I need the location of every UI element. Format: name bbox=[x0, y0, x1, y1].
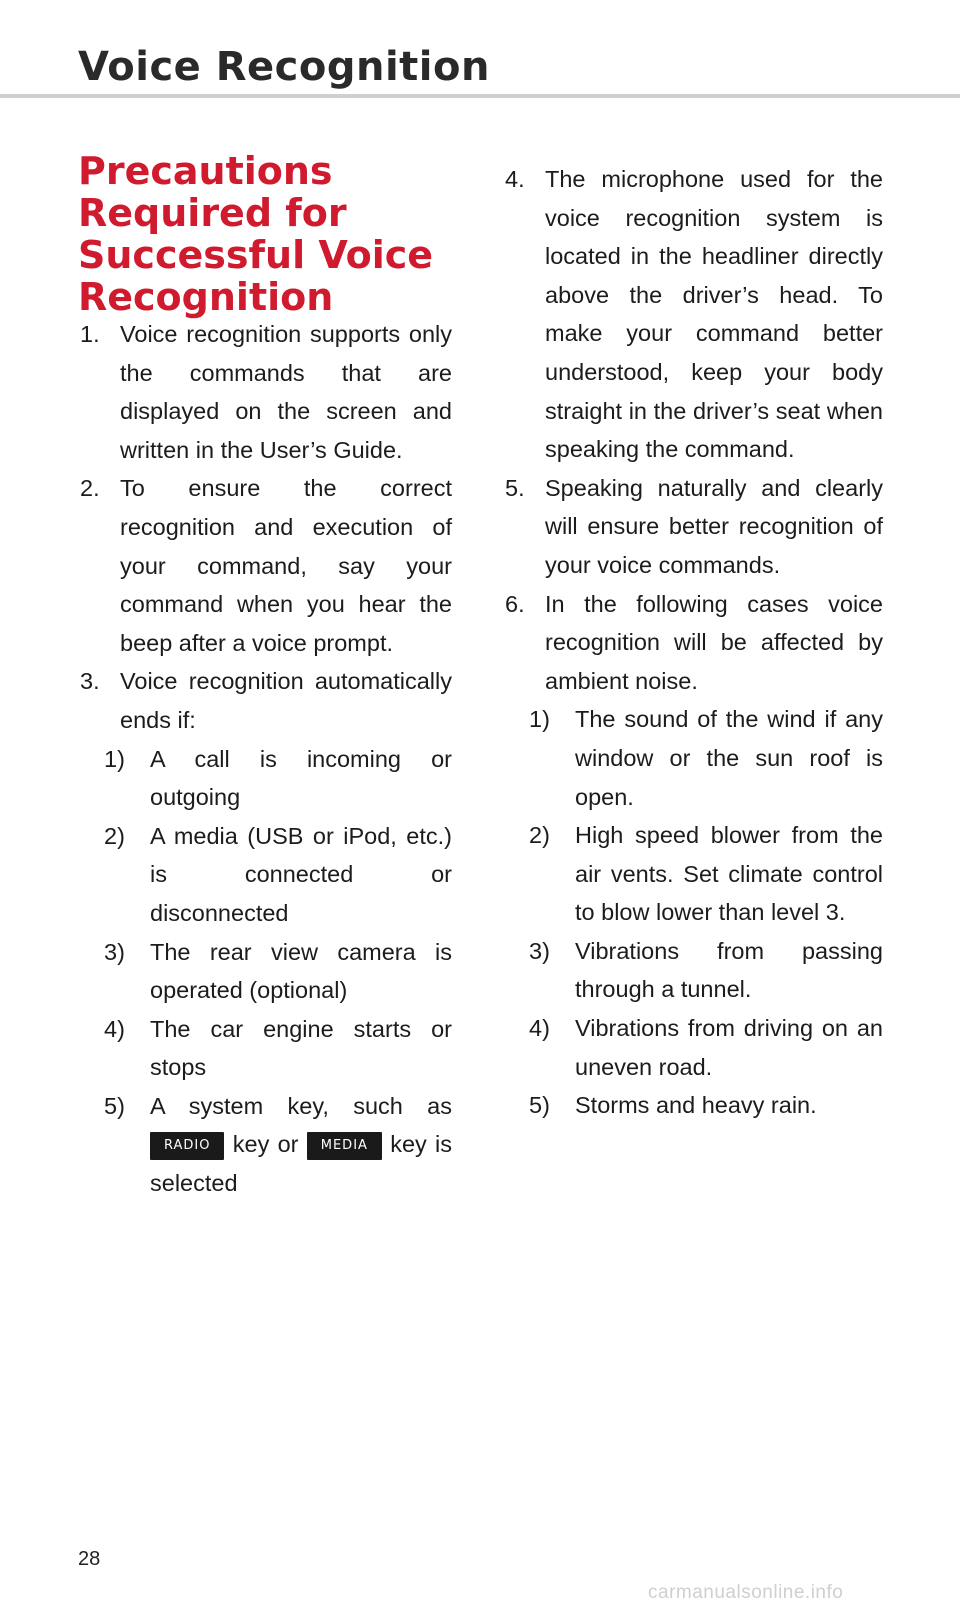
sub-item-6-3 bbox=[505, 932, 883, 1009]
sub-text: A system key, such as bbox=[150, 1092, 452, 1119]
list-number: 4. bbox=[505, 166, 525, 192]
list-text: Voice recognition supports only the commands that are displayed on the screen and written in the User’s Guide. bbox=[120, 321, 452, 463]
sub-item-3-2 bbox=[80, 817, 452, 933]
page-header-title: Voice Recognition bbox=[78, 44, 490, 90]
sub-number: 3) bbox=[104, 938, 125, 965]
page-number: 28 bbox=[78, 1548, 101, 1570]
list-item-1 bbox=[80, 315, 452, 469]
list-text: Speaking naturally and clearly will ensure better recognition of your voice commands. bbox=[545, 474, 883, 578]
sub-text: A call is incoming or outgoing bbox=[150, 745, 452, 811]
sub-item-6-5 bbox=[505, 1086, 883, 1125]
list-number: 5. bbox=[505, 474, 525, 501]
sub-number: 2) bbox=[529, 822, 550, 849]
list-item-6 bbox=[505, 585, 883, 701]
sub-text: The rear view camera is operated (optional) bbox=[150, 938, 452, 1004]
radio-key-badge: RADIO bbox=[150, 1132, 224, 1160]
media-key-badge: MEDIA bbox=[307, 1132, 382, 1160]
sub-text: A media (USB or iPod, etc.) is connected or disconnected bbox=[150, 822, 452, 926]
right-column bbox=[505, 160, 883, 1125]
sub-item-3-5 bbox=[80, 1087, 452, 1203]
sub-text: The car engine starts or stops bbox=[150, 1015, 452, 1081]
sub-text: The sound of the wind if any window or the sun roof is open. bbox=[575, 706, 883, 810]
list-number: 1. bbox=[80, 321, 100, 347]
list-number: 3. bbox=[80, 668, 100, 695]
header-divider bbox=[0, 94, 960, 98]
list-text: In the following cases voice recognition will be affected by ambient noise. bbox=[545, 590, 883, 694]
sub-item-6-2 bbox=[505, 816, 883, 932]
sub-number: 3) bbox=[529, 937, 550, 964]
sub-text: key is selected bbox=[150, 1131, 452, 1197]
watermark: carmanualsonline.info bbox=[648, 1582, 844, 1603]
list-text: To ensure the correct recognition and execution of your command, say your command when you hear the beep after a voice prompt. bbox=[120, 475, 452, 656]
list-item-4 bbox=[505, 160, 883, 469]
sub-item-3-4 bbox=[80, 1010, 452, 1087]
sub-number: 5) bbox=[529, 1092, 550, 1119]
left-column bbox=[80, 315, 452, 1203]
sub-item-3-3 bbox=[80, 933, 452, 1010]
list-item-3 bbox=[80, 662, 452, 739]
list-item-2 bbox=[80, 469, 452, 662]
sub-text: High speed blower from the air vents. Set climate control to blow lower than level 3. bbox=[575, 822, 883, 926]
list-number: 2. bbox=[80, 475, 100, 502]
sub-number: 4) bbox=[104, 1015, 125, 1042]
sub-number: 2) bbox=[104, 822, 125, 849]
list-text: Voice recognition automatically ends if: bbox=[120, 668, 452, 733]
sub-item-3-1 bbox=[80, 740, 452, 817]
section-title: Precautions Required for Successful Voice Recognition bbox=[78, 149, 434, 319]
sub-text: Vibrations from passing through a tunnel. bbox=[575, 937, 883, 1003]
list-text: The microphone used for the voice recognition system is located in the headliner directly above the driver’s head. To make your command better understood, keep your body straight in the driver’s seat when speaking the command. bbox=[545, 166, 883, 463]
sub-number: 1) bbox=[529, 706, 550, 733]
sub-item-6-1 bbox=[505, 700, 883, 816]
sub-item-6-4 bbox=[505, 1009, 883, 1086]
sub-number: 5) bbox=[104, 1092, 125, 1119]
sub-number: 1) bbox=[104, 745, 125, 772]
sub-text: key or bbox=[232, 1131, 299, 1158]
sub-text: Vibrations from driving on an uneven road. bbox=[575, 1015, 883, 1080]
sub-text: Storms and heavy rain. bbox=[575, 1092, 817, 1119]
sub-number: 4) bbox=[529, 1015, 550, 1042]
list-item-5 bbox=[505, 469, 883, 585]
list-number: 6. bbox=[505, 590, 525, 617]
